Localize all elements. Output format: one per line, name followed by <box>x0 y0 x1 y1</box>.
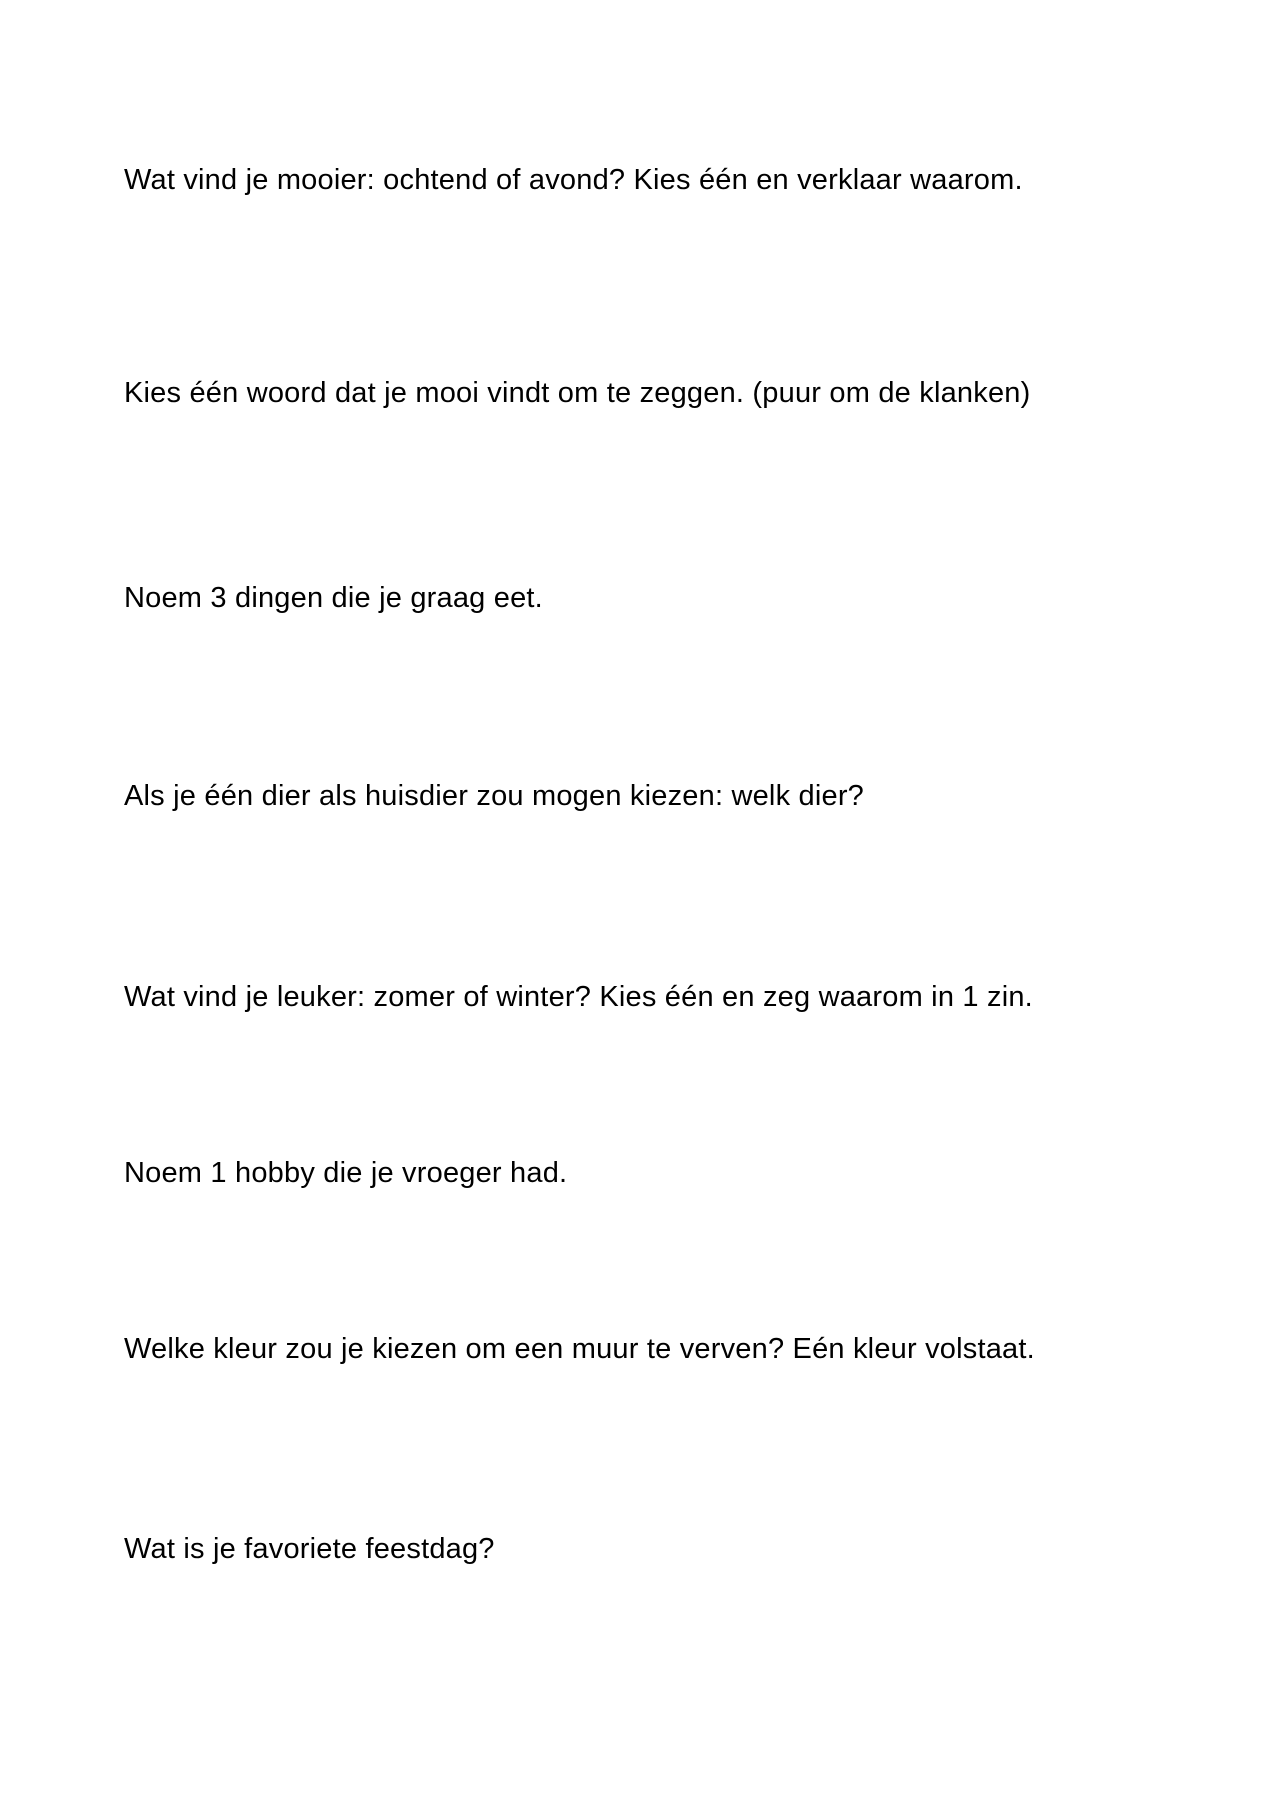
question-text-3: Noem 3 dingen die je graag eet. <box>124 582 543 614</box>
question-text-8: Wat is je favoriete feestdag? <box>124 1533 495 1565</box>
question-text-2: Kies één woord dat je mooi vindt om te zeggen. (puur om de klanken) <box>124 377 1031 409</box>
question-text-5: Wat vind je leuker: zomer of winter? Kies één en zeg waarom in 1 zin. <box>124 981 1033 1013</box>
question-text-6: Noem 1 hobby die je vroeger had. <box>124 1157 568 1189</box>
question-text-7: Welke kleur zou je kiezen om een muur te verven? Eén kleur volstaat. <box>124 1333 1035 1365</box>
question-text-1: Wat vind je mooier: ochtend of avond? Kies één en verklaar waarom. <box>124 164 1023 196</box>
question-text-4: Als je één dier als huisdier zou mogen kiezen: welk dier? <box>124 780 865 812</box>
